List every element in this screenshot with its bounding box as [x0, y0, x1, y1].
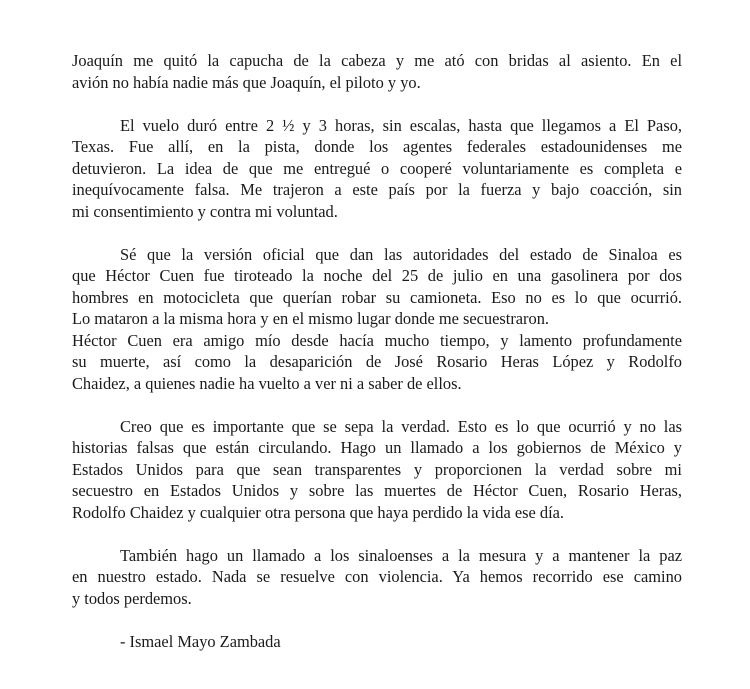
text-line: mi consentimiento y contra mi voluntad. — [72, 201, 338, 221]
text-line: Creo que es importante que se sepa la verdad. Esto es lo que ocurrió y no las — [120, 416, 682, 436]
paragraph-3 — [72, 244, 682, 395]
text-line: Joaquín me quitó la capucha de la cabeza y me ató con bridas al asiento. En el — [72, 51, 682, 70]
paragraph-gap — [72, 93, 682, 115]
text-line: detuvieron. La idea de que me entregué o cooperé voluntariamente es completa e — [72, 158, 682, 178]
paragraph-gap — [72, 394, 682, 416]
text-line: secuestro en Estados Unidos y sobre las muertes de Héctor Cuen, Rosario Heras, — [72, 481, 682, 500]
text-line: También hago un llamado a los sinaloenses a la mesura y a mantener la paz — [120, 545, 682, 565]
text-line: inequívocamente falsa. Me trajeron a este país por la fuerza y bajo coacción, sin — [72, 180, 682, 199]
paragraph-gap — [72, 222, 682, 244]
text-line: El vuelo duró entre 2 ½ y 3 horas, sin escalas, hasta que llegamos a El Paso, — [120, 115, 682, 135]
paragraph-2 — [72, 115, 682, 223]
signature: - Ismael Mayo Zambada — [120, 631, 281, 651]
text-line: Sé que la versión oficial que dan las autoridades del estado de Sinaloa es — [120, 244, 682, 264]
text-line: su muerte, así como la desaparición de José Rosario Heras López y Rodolfo — [72, 352, 682, 371]
text-line: historias falsas que están circulando. Hago un llamado a los gobiernos de México y — [72, 438, 682, 457]
text-line: avión no había nadie más que Joaquín, el piloto y yo. — [72, 72, 421, 92]
text-line: Rodolfo Chaidez y cualquier otra persona que haya perdido la vida ese día. — [72, 502, 564, 522]
text-line: Lo mataron a la misma hora y en el mismo lugar donde me secuestraron. — [72, 309, 550, 328]
text-line: Chaidez, a quienes nadie ha vuelto a ver ni a saber de ellos. — [72, 373, 462, 393]
paragraph-gap — [72, 523, 682, 545]
text-line: Héctor Cuen era amigo mío desde hacía mucho tiempo, y lamento profundamente — [72, 330, 682, 350]
text-line: Estados Unidos para que sean transparentes y proporcionen la verdad sobre mi — [72, 459, 682, 479]
letter-page — [72, 50, 682, 652]
paragraph-5 — [72, 545, 682, 610]
text-line: en nuestro estado. Nada se resuelve con violencia. Ya hemos recorrido ese camino — [72, 567, 682, 586]
text-line: Texas. Fue allí, en la pista, donde los agentes federales estadounidenses me — [72, 137, 682, 156]
text-line: y todos perdemos. — [72, 588, 192, 608]
text-line: hombres en motocicleta que querían robar su camioneta. Eso no es lo que ocurrió. — [72, 287, 682, 307]
text-line: que Héctor Cuen fue tiroteado la noche del 25 de julio en una gasolinera por dos — [72, 266, 682, 285]
paragraph-1 — [72, 50, 682, 93]
paragraph-gap — [72, 609, 682, 631]
paragraph-4 — [72, 416, 682, 524]
